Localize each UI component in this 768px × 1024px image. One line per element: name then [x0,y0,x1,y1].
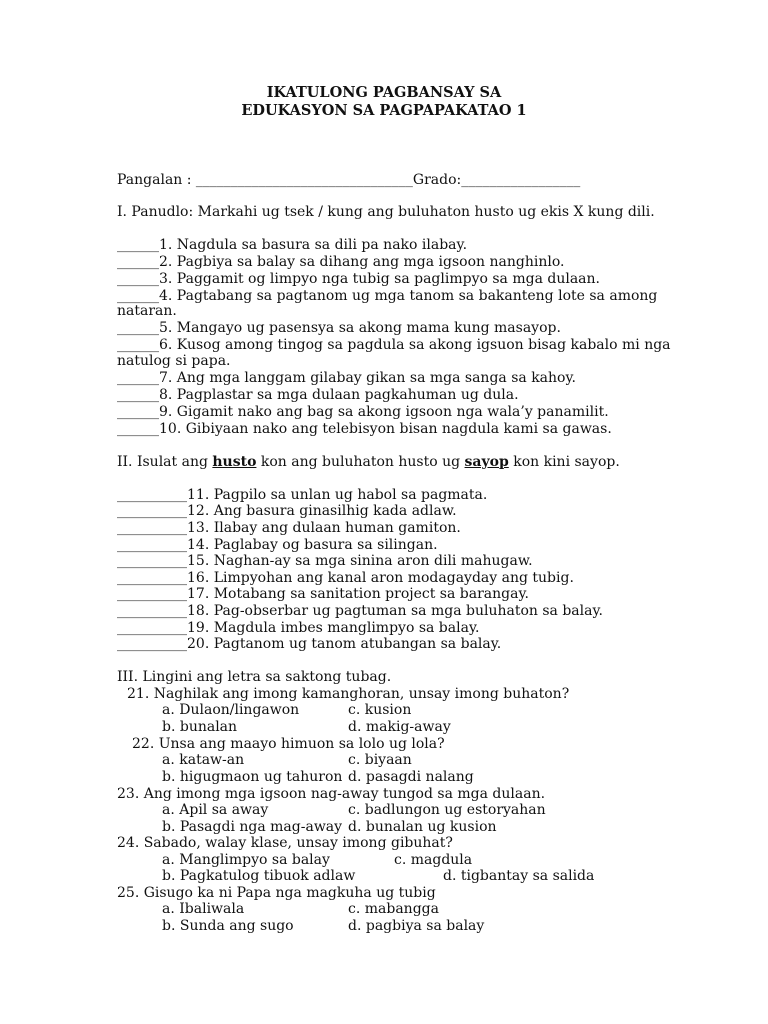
list-item: __________20. Pagtanom ug tanom atubangan sa balay. [117,636,502,652]
name-grade-line: Pangalan : _______________________________Grado:_________________ [117,172,581,188]
list-item: __________19. Magdula imbes manglimpyo sa balay. [117,620,480,636]
choice-c: c. mabangga [348,901,439,917]
list-item: ______6. Kusog among tingog sa pagdula sa akong igsuon bisag kabalo mi nga [117,337,671,353]
question-text: 23. Ang imong mga igsoon nag-away tungod sa mga dulaan. [117,786,546,802]
choice-d: d. tigbantay sa salida [443,868,595,884]
list-item: ______1. Nagdula sa basura sa dili pa nako ilabay. [117,237,468,253]
choice-b: b. Pagkatulog tibuok adlaw [162,868,356,884]
title-line-2: EDUKASYON SA PAGPAPAKATAO 1 [241,102,527,119]
choice-b: b. bunalan [162,719,238,735]
list-item: ______7. Ang mga langgam gilabay gikan sa mga sanga sa kahoy. [117,370,576,386]
list-item: ______9. Gigamit nako ang bag sa akong igsoon nga wala’y panamilit. [117,404,609,420]
choice-a: a. Apil sa away [162,802,269,818]
choice-b: b. higugmaon ug tahuron [162,769,343,785]
question-text: 25. Gisugo ka ni Papa nga magkuha ug tubig [117,885,436,901]
choice-d: d. pagbiya sa balay [348,918,485,934]
list-item: __________14. Paglabay og basura sa silingan. [117,537,438,553]
choice-a: a. kataw-an [162,752,245,768]
list-item: nataran. [117,303,177,319]
choice-d: d. pasagdi nalang [348,769,474,785]
list-item: __________12. Ang basura ginasilhig kada adlaw. [117,503,457,519]
list-item: __________18. Pag-obserbar ug pagtuman sa mga buluhaton sa balay. [117,603,603,619]
keyword-sayop: sayop [464,454,509,470]
choice-b: b. Sunda ang sugo [162,918,294,934]
list-item: ______4. Pagtabang sa pagtanom ug mga tanom sa bakanteng lote sa among [117,288,658,304]
list-item: ______5. Mangayo ug pasensya sa akong mama kung masayop. [117,320,561,336]
instruction-text: kon ang buluhaton husto ug [256,454,465,470]
choice-c: c. kusion [348,702,412,718]
choice-d: d. bunalan ug kusion [348,819,497,835]
list-item: __________11. Pagpilo sa unlan ug habol sa pagmata. [117,487,488,503]
list-item: natulog si papa. [117,353,231,369]
list-item: __________13. Ilabay ang dulaan human gamiton. [117,520,461,536]
section1-instruction: I. Panudlo: Markahi ug tsek / kung ang buluhaton husto ug ekis X kung dili. [117,204,655,220]
choice-c: c. biyaan [348,752,412,768]
keyword-husto: husto [212,454,257,470]
choice-a: a. Dulaon/lingawon [162,702,300,718]
title-line-1: IKATULONG PAGBANSAY SA [266,84,502,101]
choice-c: c. badlungon ug estoryahan [348,802,546,818]
choice-b: b. Pasagdi nga mag-away [162,819,343,835]
list-item: ______3. Paggamit og limpyo nga tubig sa paglimpyo sa mga dulaan. [117,271,600,287]
choice-c: c. magdula [394,852,473,868]
instruction-text: II. Isulat ang [117,454,213,470]
list-item: ______8. Pagplastar sa mga dulaan pagkahuman ug dula. [117,387,519,403]
choice-a: a. Manglimpyo sa balay [162,852,330,868]
list-item: ______2. Pagbiya sa balay sa dihang ang mga igsoon nanghinlo. [117,254,565,270]
instruction-text: kon kini sayop. [508,454,620,470]
question-text: 21. Naghilak ang imong kamanghoran, unsay imong buhaton? [127,686,570,702]
choice-d: d. makig-away [348,719,451,735]
list-item: __________16. Limpyohan ang kanal aron modagayday ang tubig. [117,570,574,586]
section2-instruction [117,454,620,471]
section3-instruction: III. Lingini ang letra sa saktong tubag. [117,669,392,685]
list-item: __________15. Naghan-ay sa mga sinina aron dili mahugaw. [117,553,533,569]
choice-a: a. Ibaliwala [162,901,245,917]
list-item: ______10. Gibiyaan nako ang telebisyon bisan nagdula kami sa gawas. [117,421,612,437]
list-item: __________17. Motabang sa sanitation project sa barangay. [117,586,529,602]
question-text: 22. Unsa ang maayo himuon sa lolo ug lola? [132,736,445,752]
question-text: 24. Sabado, walay klase, unsay imong gibuhat? [117,835,453,851]
